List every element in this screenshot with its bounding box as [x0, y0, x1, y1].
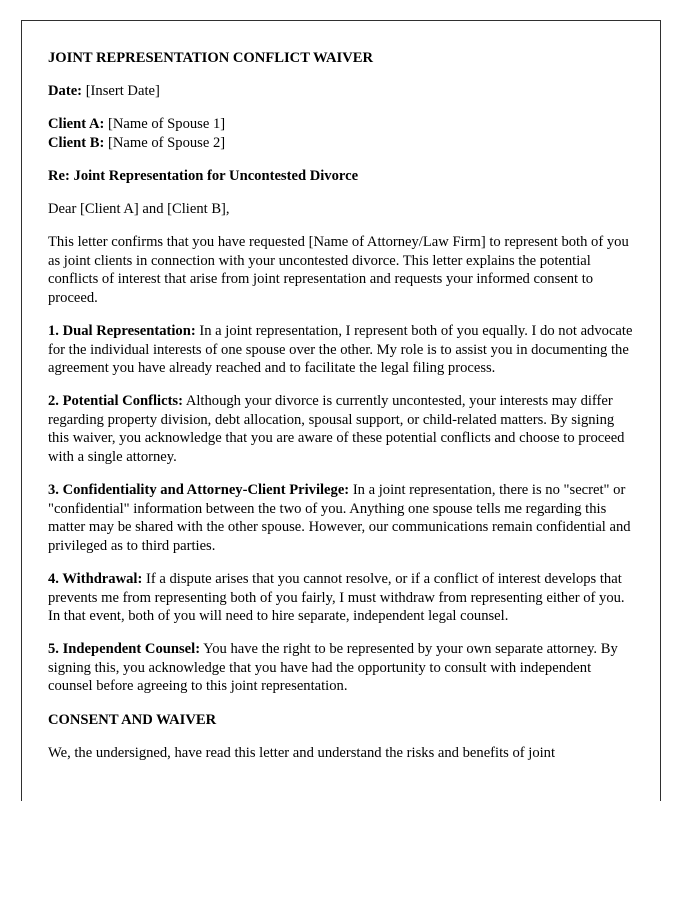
client-block	[48, 115, 634, 152]
client-b-value: [Name of Spouse 2]	[104, 134, 226, 151]
section-2-lead: 2. Potential Conflicts:	[48, 393, 183, 410]
section-dual-representation	[48, 322, 634, 378]
date-line	[48, 82, 634, 101]
date-label: Date:	[48, 83, 83, 100]
section-4-text: If a dispute arises that you cannot resolve, or if a conflict of interest develops that prevents me from representing both of you fairly, I must withdraw from representing either of you. In that event, both of you will need to hire separate, independent legal counsel.	[48, 570, 625, 625]
section-confidentiality	[48, 481, 634, 555]
section-4-lead: 4. Withdrawal:	[48, 570, 143, 587]
client-a-label: Client A:	[48, 116, 105, 133]
consent-heading: CONSENT AND WAIVER	[48, 711, 217, 728]
section-withdrawal	[48, 570, 634, 626]
section-5-lead: 5. Independent Counsel:	[48, 641, 201, 658]
date-value: [Insert Date]	[82, 83, 160, 100]
section-3-lead: 3. Confidentiality and Attorney-Client Privilege:	[48, 482, 350, 499]
intro-paragraph: This letter confirms that you have requested [Name of Attorney/Law Firm] to represent both of you as joint clients in connection with your uncontested divorce. This letter explains the potential conflicts of interest that arise from joint representation and requests your informed consent to proceed.	[48, 234, 629, 306]
client-a-value: [Name of Spouse 1]	[104, 116, 226, 133]
consent-paragraph: We, the undersigned, have read this letter and understand the risks and benefits of joint	[48, 744, 556, 761]
section-1-text: In a joint representation, I represent both of you equally. I do not advocate for the individual interests of one spouse over the other. My role is to assist you in documenting the agreement you have already reached and to facilitate the legal filing process.	[48, 322, 633, 377]
client-b-label: Client B:	[48, 134, 105, 151]
section-potential-conflicts	[48, 392, 634, 466]
letter-title: JOINT REPRESENTATION CONFLICT WAIVER	[48, 50, 374, 66]
letter-container	[21, 20, 661, 801]
section-2-text: Although your divorce is currently uncontested, your interests may differ regarding property division, debt allocation, spousal support, or child-related matters. By signing this waiver, you acknowledge that you are aware of these potential conflicts and choose to proceed with a single attorney.	[48, 393, 625, 465]
section-3-text: In a joint representation, there is no "secret" or "confidential" information between the two of you. Anything one spouse tells me regarding this matter may be shared with the other spouse. However, our communications remain confidential and privileged as to third parties.	[48, 482, 631, 554]
salutation: Dear [Client A] and [Client B],	[48, 200, 230, 217]
section-independent-counsel	[48, 640, 634, 696]
section-5-text: You have the right to be represented by your own separate attorney. By signing this, you acknowledge that you have had the opportunity to consult with independent counsel before agreeing to this joint representation.	[48, 641, 618, 695]
section-1-lead: 1. Dual Representation:	[48, 322, 196, 339]
re-line: Re: Joint Representation for Uncontested Divorce	[48, 167, 359, 184]
